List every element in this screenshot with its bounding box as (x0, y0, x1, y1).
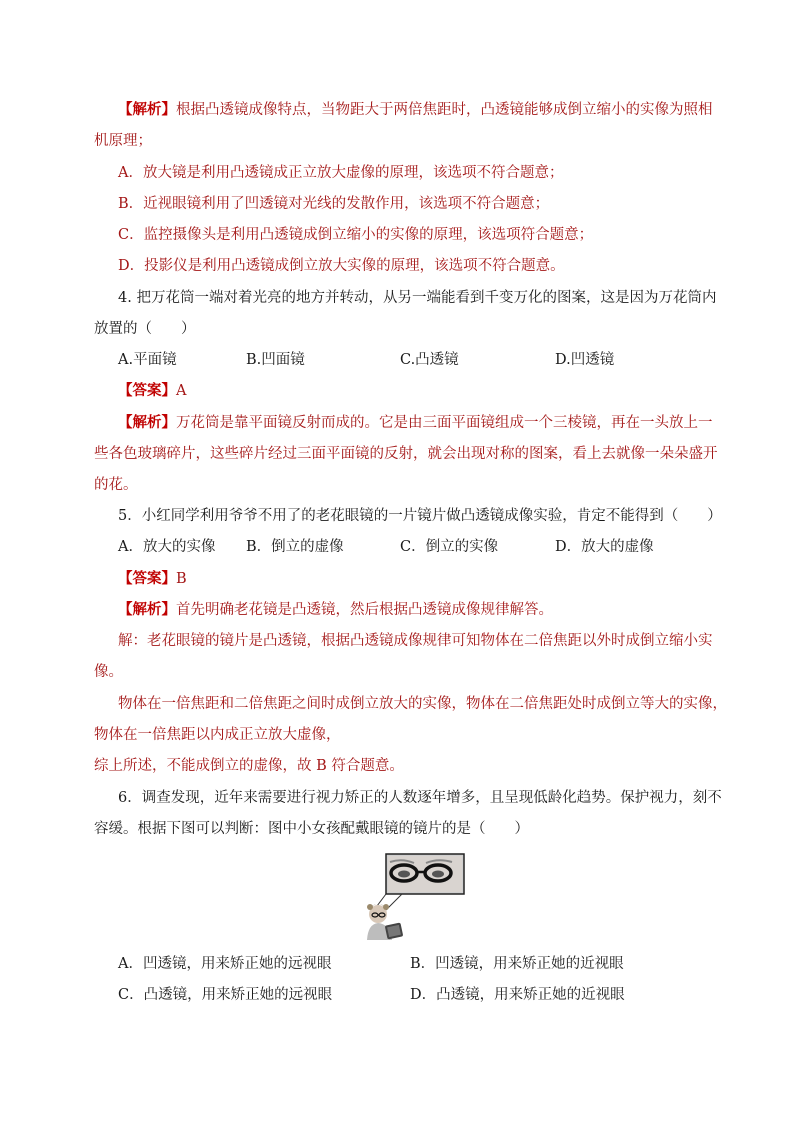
question-4-option-a: A.平面镜 (118, 352, 177, 368)
question-5-option-d: D．放大的虚像 (555, 539, 654, 555)
analysis-text: 万花筒是靠平面镜反射而成的。它是由三面平面镜组成一个三棱镜，再在一头放上一 (176, 415, 713, 431)
analysis-line (118, 100, 713, 120)
question-4-option-c: C.凸透镜 (400, 352, 459, 368)
option-a-analysis: A．放大镜是利用凸透镜成正立放大虚像的原理，该选项不符合题意； (118, 165, 564, 181)
answer-value: B (176, 571, 187, 587)
question-5-stem: 5．小红同学利用爷爷不用了的老花眼镜的一片镜片做凸透镜成像实验，肯定不能得到（ ） (118, 508, 722, 524)
question-5-analysis (118, 600, 553, 620)
question-4-answer (118, 381, 186, 401)
question-5-option-a: A．放大的实像 (118, 539, 216, 555)
question-4-stem: 放置的（ ） (94, 321, 196, 337)
answer-tag: 【答案】 (118, 570, 176, 587)
solution-text: 物体在一倍焦距和二倍焦距之间时成倒立放大的实像，物体在二倍焦距处时成倒立等大的实像， (118, 696, 727, 712)
solution-text: 解：老花眼镜的镜片是凸透镜，根据凸透镜成像规律可知物体在二倍焦距以外时成倒立缩小实 (118, 633, 713, 649)
analysis-tag: 【解析】 (118, 414, 176, 431)
question-6-stem: 容缓。根据下图可以判断：图中小女孩配戴眼镜的镜片的是（ ） (94, 821, 529, 837)
analysis-text: 的花。 (94, 477, 138, 493)
question-6-option-c: C．凸透镜，用来矫正她的远视眼 (118, 987, 333, 1003)
question-6-option-a: A．凹透镜，用来矫正她的远视眼 (118, 956, 332, 972)
question-6-option-b: B．凹透镜，用来矫正她的近视眼 (410, 956, 624, 972)
answer-value: A (176, 383, 187, 399)
question-4-option-b: B.凹面镜 (246, 352, 305, 368)
question-4-stem: 4. 把万花筒一端对着光亮的地方并转动，从另一端能看到千变万化的图案，这是因为万花筒内 (118, 290, 717, 306)
question-5-option-b: B．倒立的虚像 (246, 539, 344, 555)
analysis-tag: 【解析】 (118, 601, 176, 618)
question-5-answer (118, 569, 187, 589)
solution-text: 物体在一倍焦距以内成正立放大虚像， (94, 727, 341, 743)
analysis-text: 机原理； (94, 133, 152, 149)
analysis-text: 根据凸透镜成像特点，当物距大于两倍焦距时，凸透镜能够成倒立缩小的实像为照相 (176, 102, 713, 118)
answer-tag: 【答案】 (118, 382, 176, 399)
girl-with-glasses-image (362, 852, 466, 942)
solution-text: 像。 (94, 664, 123, 680)
question-5-option-c: C．倒立的实像 (400, 539, 499, 555)
question-6-stem: 6．调查发现，近年来需要进行视力矫正的人数逐年增多，且呈现低龄化趋势。保护视力，刻不 (118, 790, 722, 806)
solution-text: 综上所述，不能成倒立的虚像，故 B 符合题意。 (94, 758, 404, 774)
option-d-analysis: D．投影仪是利用凸透镜成倒立放大实像的原理，该选项不符合题意。 (118, 258, 565, 274)
analysis-text: 首先明确老花镜是凸透镜，然后根据凸透镜成像规律解答。 (176, 602, 553, 618)
analysis-tag: 【解析】 (118, 101, 176, 118)
option-b-analysis: B．近视眼镜利用了凹透镜对光线的发散作用，该选项不符合题意； (118, 196, 550, 212)
question-4-option-d: D.凹透镜 (555, 352, 615, 368)
question-6-option-d: D．凸透镜，用来矫正她的近视眼 (410, 987, 625, 1003)
question-4-analysis (118, 413, 713, 433)
option-c-analysis: C．监控摄像头是利用凸透镜成倒立缩小的实像的原理，该选项符合题意； (118, 227, 594, 243)
analysis-text: 些各色玻璃碎片，这些碎片经过三面平面镜的反射，就会出现对称的图案，看上去就像一朵朵盛开 (94, 446, 718, 462)
